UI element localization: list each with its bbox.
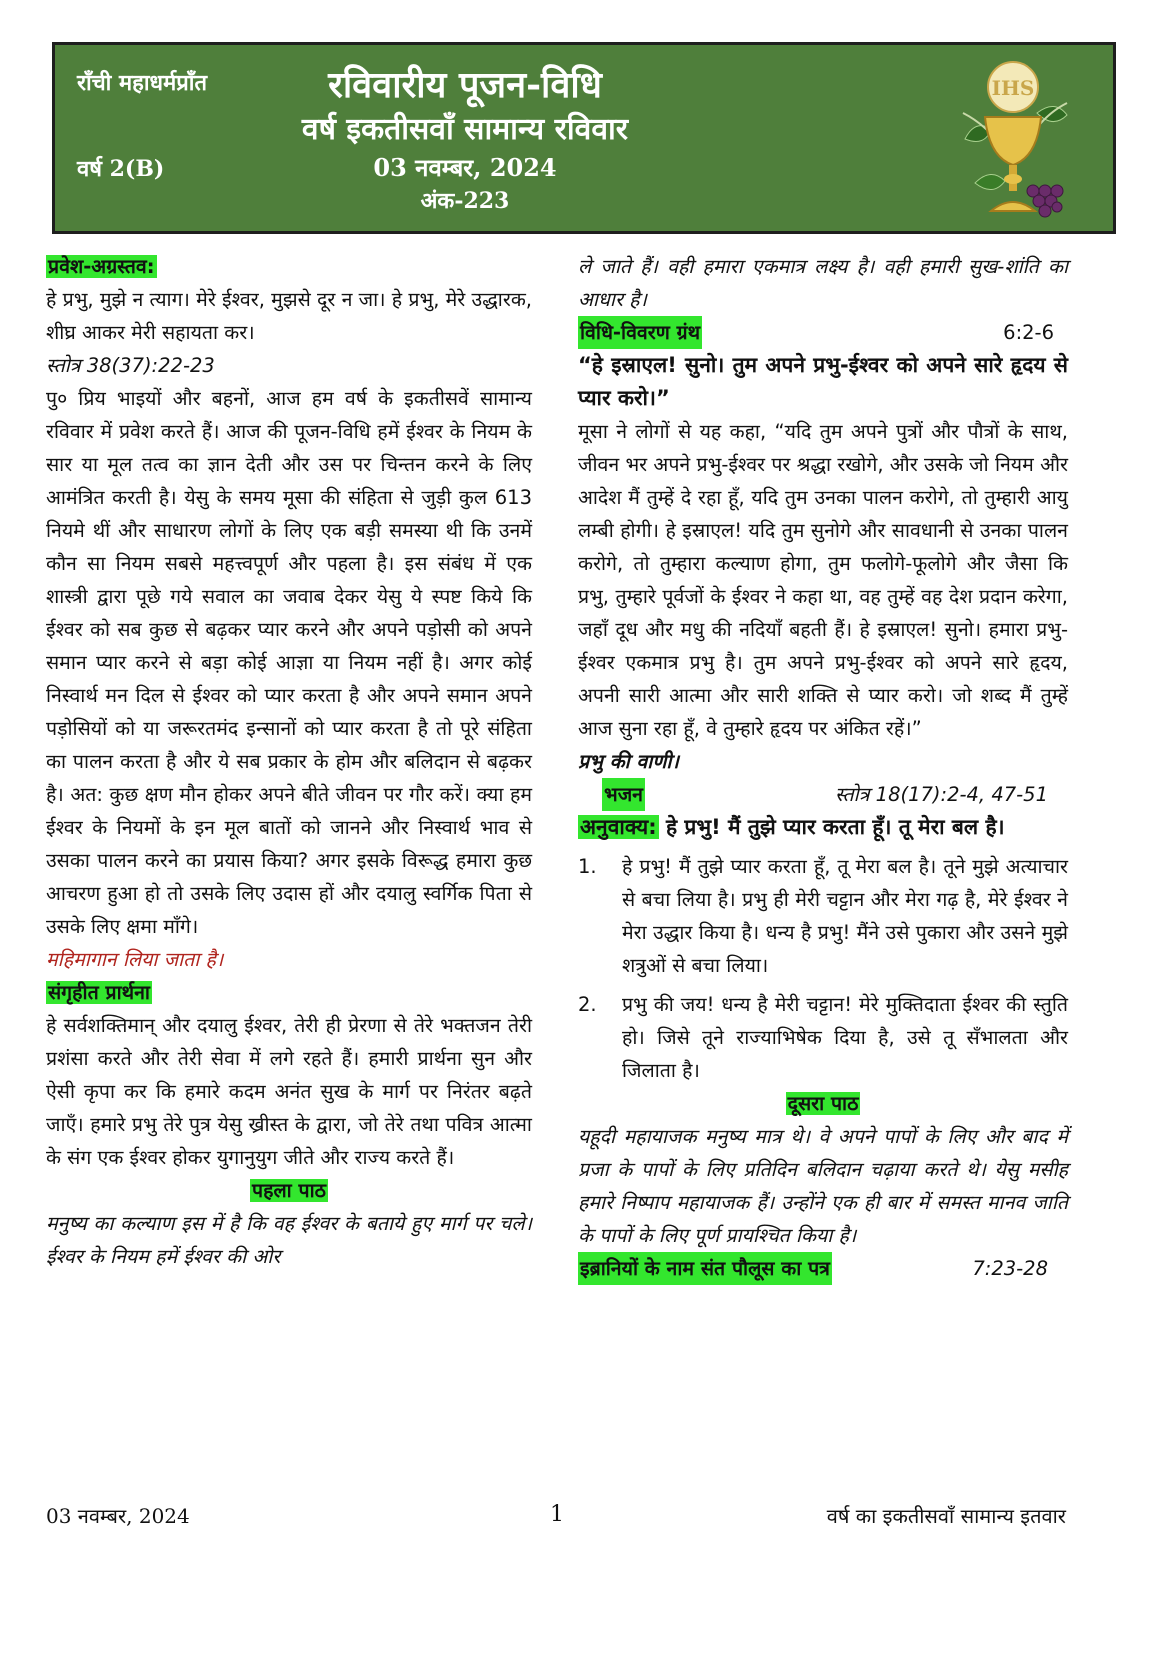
letter-heading: इब्रानियों के नाम संत पौलूस का पत्र — [578, 1252, 832, 1285]
psalm-reference: स्तोत्र 18(17):2-4, 47-51 — [834, 783, 1048, 806]
page-title: रविवारीय पूजन-विधि — [328, 64, 602, 106]
first-reading-text: मूसा ने लोगों से यह कहा, “यदि तुम अपने पुत्रों और पौत्रों के साथ, जीवन भर अपने प्रभु-ईश्वर पर श्रद्धा रखोगे, और उसके जो नियम और आदेश मैं तुम्हें दे रहा हूँ, यदि तुम उनका पालन करोगे, तो तुम्हारी आयु लम्बी होगी। हे इस्राएल! यदि तुम सुनोगे और सावधानी से उनका पालन करोगे, तो तुम्हारा कल्याण होगा, तुम फलोगे-फूलोगे और जैसा कि प्रभु, तुम्हारे पूर्वजों के ईश्वर ने कहा था, वह तुम्हें वह देश प्रदान करेगा, जहाँ दूध और मधु की नदियाँ बहती हैं। हे इस्राएल! सुनो। हमारा प्रभु-ईश्वर एकमात्र प्रभु है। तुम अपने प्रभु-ईश्वर को अपने सारे हृदय, अपनी सारी आत्मा और सारी शक्ति से प्यार करो। जो शब्द मैं तुम्हें आज सुना रहा हूँ, वे तुम्हारे हृदय पर अंकित रहें।” — [578, 420, 1068, 740]
psalm-verse — [578, 850, 1068, 982]
first-reading-intro: मनुष्य का कल्याण इस में है कि वह ईश्वर के बताये हुए मार्ग पर चले। ईश्वर के नियम हमें ईश्वर की ओर — [46, 1212, 532, 1268]
entrance-antiphon-heading: प्रवेश-अग्रस्तव: — [48, 255, 155, 278]
reading-book-reference: 6:2-6 — [1003, 321, 1054, 344]
diocese-name: राँची महाधर्मप्राँत — [77, 70, 208, 96]
first-reading-heading: पहला पाठ — [252, 1179, 326, 1202]
footer-title: वर्ष का इकतीसवाँ सामान्य इतवार — [826, 1504, 1066, 1528]
response-text: हे प्रभु! मैं तुझे प्यार करता हूँ। तू मेरा बल है। — [665, 815, 1005, 839]
footer-date: 03 नवम्बर, 2024 — [46, 1504, 190, 1528]
right-column — [578, 250, 1068, 1285]
verse-number: 2. — [578, 993, 597, 1016]
psalm-verse — [578, 988, 1068, 1087]
header-banner — [52, 42, 1116, 234]
second-reading-intro: यहूदी महायाजक मनुष्य मात्र थे। वे अपने पापों के लिए और बाद में प्रजा के पापों के लिए प्रतिदिन बलिदान चढ़ाया करते थे। येसु मसीह हमारे निष्पाप महायाजक हैं। उन्होंने एक ही बार में समस्त मानव जाति के पापों के लिए पूर्ण प्रायश्चित किया है। — [578, 1125, 1068, 1247]
left-column — [46, 250, 532, 1273]
gloria-note: महिमागान लिया जाता है। — [46, 948, 224, 971]
word-of-lord: प्रभु की वाणी। — [578, 750, 679, 773]
header-date: 03 नवम्बर, 2024 — [373, 153, 557, 182]
verse-text: हे प्रभु! मैं तुझे प्यार करता हूँ, तू मेरा बल है। तूने मुझे अत्याचार से बचा लिया है। प्रभु ही मेरी चट्टान और मेरा गढ़ है, मेरे ईश्वर ने मेरा उद्धार किया है। धन्य है प्रभु! मैंने उसे पुकारा और उसने मुझे शत्रुओं से बचा लिया। — [622, 855, 1068, 977]
reading-title: “हे इस्राएल! सुनो। तुम अपने प्रभु-ईश्वर को अपने सारे हृदय से प्यार करो।” — [578, 353, 1068, 410]
response-label: अनुवाक्य: — [580, 815, 657, 839]
collect-prayer-text: हे सर्वशक्तिमान् और दयालु ईश्वर, तेरी ही प्रेरणा से तेरे भक्तजन तेरी प्रशंसा करते और तेरी सेवा में लगे रहते हैं। हमारी प्रार्थना सुन और ऐसी कृपा कर कि हमारे कदम अनंत सुख के मार्ग पर निरंतर बढ़ते जाएँ। हमारे प्रभु तेरे पुत्र येसु ख्रीस्त के द्वारा, जो तेरे तथा पवित्र आत्मा के संग एक ईश्वर होकर युगानुयुग जीते और राज्य करते हैं। — [46, 1014, 532, 1169]
year-cycle: वर्ष 2(B) — [77, 156, 165, 182]
reading-book-heading: विधि-विवरण ग्रंथ — [578, 316, 702, 349]
letter-reference: 7:23-28 — [972, 1257, 1048, 1280]
second-reading-heading: दूसरा पाठ — [787, 1092, 859, 1115]
psalm-heading: भजन — [602, 778, 645, 811]
page-number: 1 — [550, 1502, 564, 1527]
verse-number: 1. — [578, 855, 597, 878]
chalice-host-icon — [955, 53, 1075, 229]
entrance-antiphon-text: हे प्रभु, मुझे न त्याग। मेरे ईश्वर, मुझसे दूर न जा। हे प्रभु, मेरे उद्धारक, शीघ्र आकर मेरी सहायता कर। — [46, 288, 532, 344]
entrance-antiphon-reference: स्तोत्र 38(37):22-23 — [46, 354, 215, 377]
verse-text: प्रभु की जय! धन्य है मेरी चट्टान! मेरे मुक्तिदाता ईश्वर की स्तुति हो। जिसे तूने राज्याभिषेक दिया है, उसे तू सँभालता और जिलाता है। — [622, 993, 1068, 1082]
emblem-text: IHS — [991, 76, 1035, 100]
first-reading-intro-continued: ले जाते हैं। वही हमारा एकमात्र लक्ष्य है। वही हमारी सुख-शांति का आधार है। — [578, 255, 1068, 311]
introduction-text: पु० प्रिय भाइयों और बहनों, आज हम वर्ष के इकतीसवें सामान्य रविवार में प्रवेश करते हैं। आज की पूजन-विधि हमें ईश्वर के नियम के सार या मूल तत्व का ज्ञान देती और उस पर चिन्तन करने के लिए आमंत्रित करती है। येसु के समय मूसा की संहिता से जुड़ी कुल 613 नियमे थीं और साधारण लोगों के लिए एक बड़ी समस्या थी कि उनमें कौन सा नियम सबसे महत्त्वपूर्ण और पहला है। इस संबंध में एक शास्त्री द्वारा पूछे गये सवाल का जवाब देकर येसु ये स्पष्ट किये कि ईश्वर को सब कुछ से बढ़कर प्यार करने और अपने पड़ोसी को अपने समान प्यार करने से बड़ा कोई आज्ञा या नियम नहीं है। अगर कोई निस्वार्थ मन दिल से ईश्वर को प्यार करता है और अपने समान अपने पड़ोसियों को या जरूरतमंद इन्सानों को प्यार करता है तो पूरे संहिता का पालन करता है और ये सब प्रकार के होम और बलिदान से बढ़कर है। अत: कुछ क्षण मौन होकर अपने बीते जीवन पर गौर करें। क्या हम ईश्वर के नियमों के इन मूल बातों को जानने और निस्वार्थ भाव से उसका पालन करने का प्रयास किया? अगर इसके विरूद्ध हमारा कुछ आचरण हुआ हो तो उसके लिए उदास हों और दयालु स्वर्गिक पिता से उसके लिए क्षमा माँगे। — [46, 387, 532, 938]
page-subtitle: वर्ष इकतीसवाँ सामान्य रविवार — [301, 112, 629, 147]
psalm-response — [578, 811, 1068, 844]
issue-number: अंक-223 — [420, 188, 510, 214]
collect-heading: संगृहीत प्रार्थना — [48, 981, 150, 1004]
